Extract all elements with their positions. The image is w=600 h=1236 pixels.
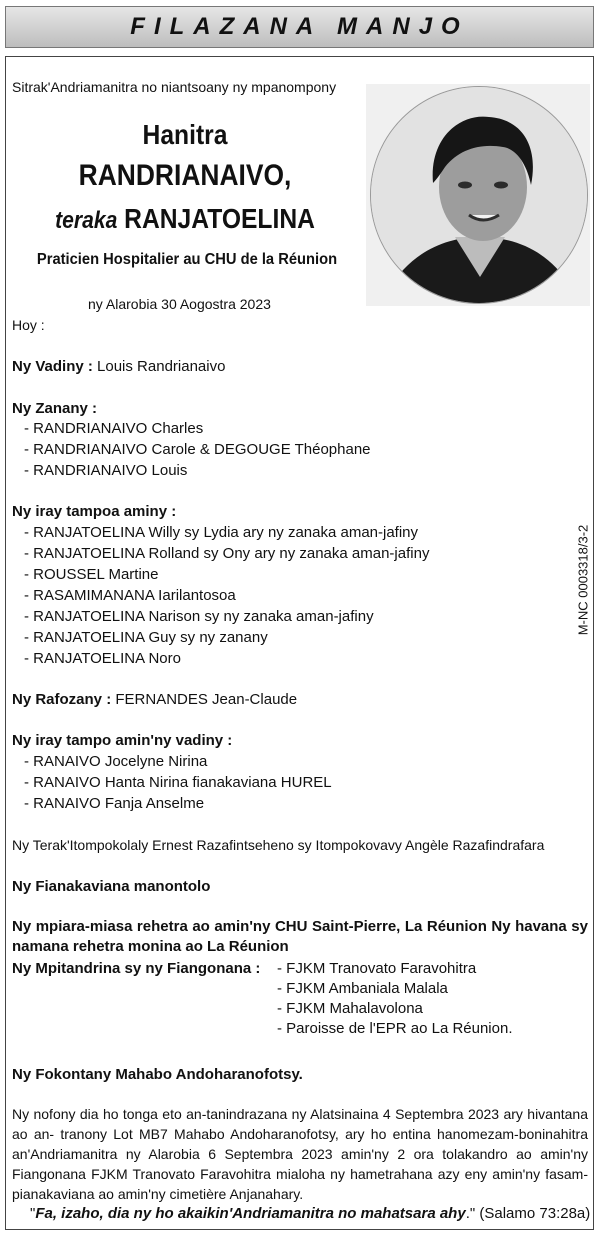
deceased-maiden-name: RANJATOELINA bbox=[124, 203, 315, 234]
fianakaviana-line: Ny Fianakaviana manontolo bbox=[12, 878, 211, 895]
deceased-last-name: RANDRIANAIVO, bbox=[78, 159, 292, 192]
verse-line bbox=[30, 1205, 590, 1222]
closing-paragraph: Ny nofony dia ho tonga eto an-tanindrazana ny Alatsinaina 4 Septembra 2023 ary hivantana ao an- tranony Lot MB7 Mahabo Andoharanofotsy, ary ho entina hanomezam-boninahitra an'Andriamanitra ny Alarobia 6 Septembra 2023 amin'ny 2 ora tolakandro ao amin'ny Fiangonana FJKM Tranovato Faravohitra mialoha ny hametrahana azy eny amin'ny fasam-pianakaviana ao amin'ny cimetière Anjanahary. bbox=[12, 1106, 588, 1202]
list-item: - FJKM Mahalavolona bbox=[277, 1000, 423, 1017]
list-item: - RANAIVO Fanja Anselme bbox=[24, 795, 205, 812]
list-item: - ROUSSEL Martine bbox=[24, 566, 159, 583]
list-item: - RANJATOELINA Guy sy ny zanany bbox=[24, 629, 268, 646]
mpiara-miasa-paragraph: Ny mpiara-miasa rehetra ao amin'ny CHU Saint-Pierre, La Réunion Ny havana sy namana rehetra monina ao La Réunion bbox=[12, 918, 588, 955]
list-item: - RANDRIANAIVO Charles bbox=[24, 420, 204, 437]
intro-line: Sitrak'Andriamanitra no niantsoany ny mpanompony bbox=[12, 79, 337, 95]
list-item: - RANJATOELINA Rolland sy Ony ary ny zanaka aman-jafiny bbox=[24, 545, 430, 562]
vadiny-label: Ny Vadiny : bbox=[12, 358, 93, 375]
list-item: - FJKM Tranovato Faravohitra bbox=[277, 960, 477, 977]
vadiny-line bbox=[12, 358, 225, 375]
deceased-first-name: Hanitra bbox=[142, 119, 228, 150]
zanany-label: Ny Zanany : bbox=[12, 400, 98, 417]
hoy-label: Hoy : bbox=[12, 317, 45, 333]
verse-reference: (Salamo 73:28a) bbox=[479, 1205, 591, 1222]
mpitandrina-label: Ny Mpitandrina sy ny Fiangonana : bbox=[12, 960, 261, 977]
deceased-title: Praticien Hospitalier au CHU de la Réunion bbox=[36, 251, 338, 268]
portrait-illustration bbox=[371, 87, 588, 304]
verse-open-quote: " bbox=[30, 1205, 36, 1222]
rafozany-value: FERNANDES Jean-Claude bbox=[115, 691, 298, 708]
terak-line: Ny Terak'Itompokolaly Ernest Razafintseheno sy Itompokovavy Angèle Razafindrafara bbox=[12, 837, 545, 853]
header-banner bbox=[5, 6, 594, 48]
list-item: - RANJATOELINA Noro bbox=[24, 650, 181, 667]
verse-text: Fa, izaho, dia ny ho akaikin'Andriamanitra no mahatsara ahy bbox=[35, 1205, 466, 1222]
iray-tampoa-label: Ny iray tampoa aminy : bbox=[12, 503, 177, 520]
list-item: - RANAIVO Hanta Nirina fianakaviana HUREL bbox=[24, 774, 332, 791]
list-item: - RANAIVO Jocelyne Nirina bbox=[24, 753, 208, 770]
side-code bbox=[572, 520, 594, 640]
list-item: - RANDRIANAIVO Carole & DEGOUGE Théophane bbox=[24, 441, 371, 458]
rafozany-line bbox=[12, 691, 297, 708]
deceased-maiden-line bbox=[31, 201, 339, 239]
vadiny-value: Louis Randrianaivo bbox=[97, 358, 226, 375]
list-item: - FJKM Ambaniala Malala bbox=[277, 980, 448, 997]
list-item: - Paroisse de l'EPR ao La Réunion. bbox=[277, 1020, 513, 1037]
list-item: - RANDRIANAIVO Louis bbox=[24, 462, 188, 479]
fokontany-line: Ny Fokontany Mahabo Andoharanofotsy. bbox=[12, 1066, 303, 1083]
header-title: FILAZANA MANJO bbox=[130, 13, 469, 40]
iray-tampo-vadiny-label: Ny iray tampo amin'ny vadiny : bbox=[12, 732, 233, 749]
teraka-label: teraka bbox=[55, 207, 118, 234]
list-item: - RASAMIMANANA Iarilantosoa bbox=[24, 587, 236, 604]
list-item: - RANJATOELINA Willy sy Lydia ary ny zanaka aman-jafiny bbox=[24, 524, 419, 541]
date-line: ny Alarobia 30 Aogostra 2023 bbox=[88, 296, 271, 312]
verse-close-quote: ." bbox=[465, 1205, 476, 1222]
deceased-portrait bbox=[370, 86, 588, 304]
rafozany-label: Ny Rafozany : bbox=[12, 691, 112, 708]
portrait-background bbox=[366, 84, 590, 306]
side-code-text: M-NC 0003318/3-2 bbox=[575, 524, 591, 636]
list-item: - RANJATOELINA Narison sy ny zanaka aman-jafiny bbox=[24, 608, 374, 625]
